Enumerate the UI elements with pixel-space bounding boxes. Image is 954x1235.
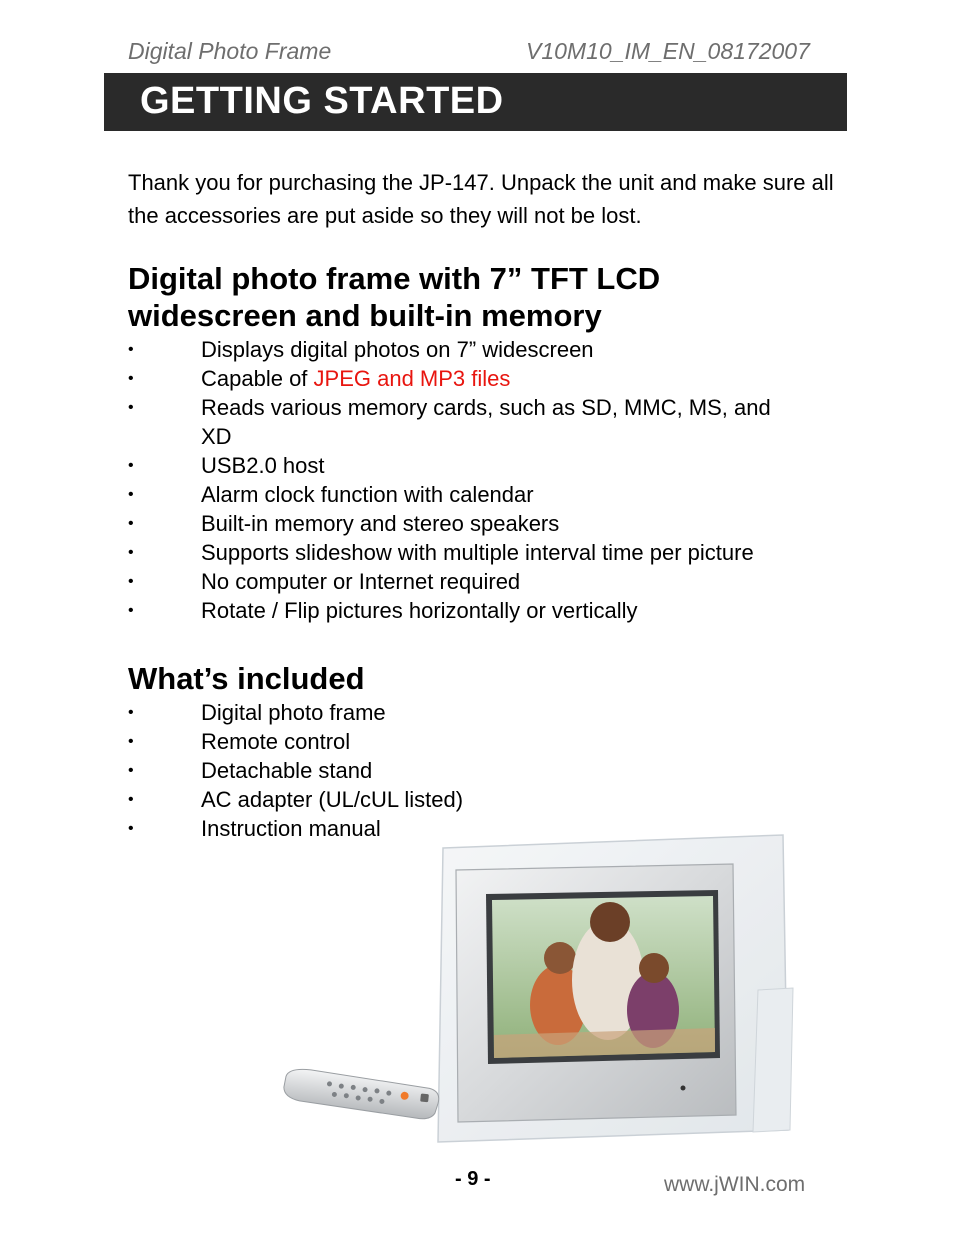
section-title: GETTING STARTED bbox=[140, 80, 504, 122]
list-item: • Built-in memory and stereo speakers bbox=[128, 509, 828, 538]
header-doc-code: V10M10_IM_EN_08172007 bbox=[526, 38, 810, 64]
list-item: • Remote control bbox=[128, 727, 828, 756]
section-banner bbox=[104, 73, 847, 131]
list-item: • Supports slideshow with multiple interval time per picture bbox=[128, 538, 828, 567]
list-item: • Reads various memory cards, such as SD, MMC, MS, and XD bbox=[128, 393, 828, 451]
list-item: • AC adapter (UL/cUL listed) bbox=[128, 785, 828, 814]
capable-prefix: Capable of bbox=[201, 366, 314, 391]
list-item: • Rotate / Flip pictures horizontally or vertically bbox=[128, 596, 828, 625]
capable-highlight: JPEG and MP3 files bbox=[313, 366, 511, 391]
intro-paragraph: Thank you for purchasing the JP-147. Unpack the unit and make sure all the accessories are put aside so they will not be lost. bbox=[128, 170, 834, 228]
list-item: • Displays digital photos on 7” widescreen bbox=[128, 335, 828, 364]
list-item: • Digital photo frame bbox=[128, 698, 828, 727]
included-heading: What’s included bbox=[128, 661, 365, 696]
list-item bbox=[128, 364, 828, 393]
list-item: • Detachable stand bbox=[128, 756, 828, 785]
header-doc-title: Digital Photo Frame bbox=[128, 38, 332, 64]
list-item: • Instruction manual bbox=[128, 814, 828, 843]
list-item: • USB2.0 host bbox=[128, 451, 828, 480]
list-item: • No computer or Internet required bbox=[128, 567, 828, 596]
features-heading: Digital photo frame with 7” TFT LCD widescreen and built-in memory bbox=[128, 261, 661, 333]
list-item: • Alarm clock function with calendar bbox=[128, 480, 828, 509]
product-photo bbox=[278, 830, 838, 1150]
included-list bbox=[128, 698, 828, 843]
features-list bbox=[128, 335, 828, 625]
website: www.jWIN.com bbox=[664, 1173, 806, 1196]
page-number: - 9 - bbox=[455, 1168, 491, 1190]
